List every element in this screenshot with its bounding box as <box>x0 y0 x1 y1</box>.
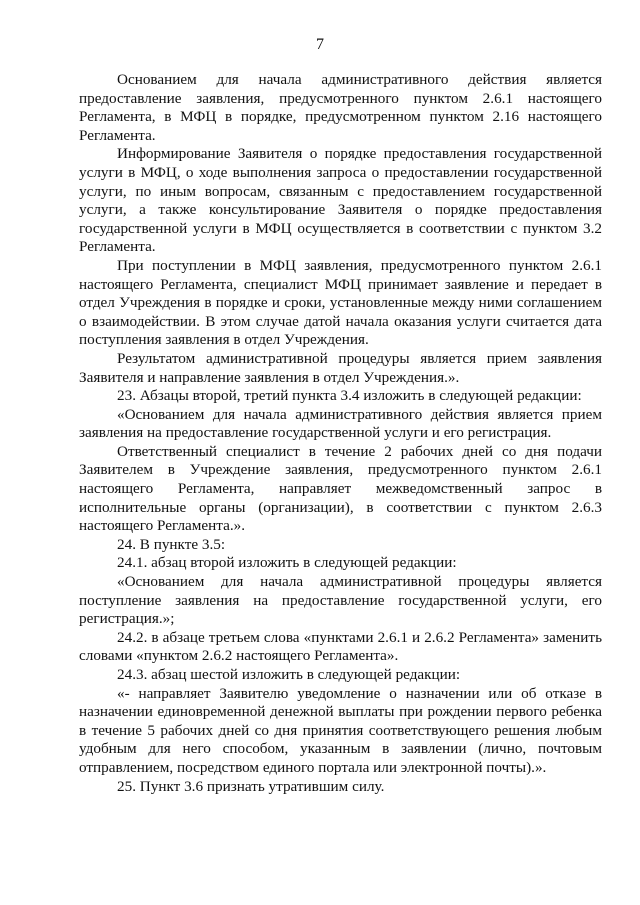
paragraph: Результатом административной процедуры является прием заявления Заявителя и направление заявления в отдел Учреждения.». <box>79 349 602 386</box>
document-body <box>79 71 602 796</box>
paragraph: 24. В пункте 3.5: <box>117 535 226 553</box>
paragraph: 24.3. абзац шестой изложить в следующей редакции: <box>117 666 461 683</box>
paragraph: 25. Пункт 3.6 признать утратившим силу. <box>117 777 385 795</box>
paragraph: Информирование Заявителя о порядке предоставления государственной услуги в МФЦ, о ходе выполнения запроса о предоставлении государственной услуги, по иным вопросам, связанным с предоставлением государственной услуги, а также консультирование Заявителя о порядке предоставления государственной услуги в МФЦ осуществляется в соответствии с пунктом 3.2 Регламента. <box>79 145 602 256</box>
paragraph: Основанием для начала административного действия является предоставление заявления, предусмотренного пунктом 2.6.1 настоящего Регламента, в МФЦ в порядке, предусмотренном пунктом 2.16 настоящего Регламента. <box>79 71 602 144</box>
paragraph: 24.1. абзац второй изложить в следующей редакции: <box>117 554 457 572</box>
page-number: 7 <box>316 36 324 53</box>
paragraph: 23. Абзацы второй, третий пункта 3.4 изложить в следующей редакции: <box>117 387 582 405</box>
paragraph: «Основанием для начала административного действия является прием заявления на предоставление государственной услуги и его регистрация. <box>79 405 602 442</box>
paragraph: «Основанием для начала административной процедуры является поступление заявления на предоставление государственной услуги, его регистрация.»; <box>79 573 602 628</box>
paragraph: «- направляет Заявителю уведомление о назначении или об отказе в назначении единовременной денежной выплаты при рождении первого ребенка в течение 5 рабочих дней со дня принятия соответствующего решения любым удобным для него способом, указанным в заявлении (лично, почтовым отправлением, посредством единого портала или электронной почты).». <box>79 684 602 776</box>
paragraph: При поступлении в МФЦ заявления, предусмотренного пунктом 2.6.1 настоящего Регламента, специалист МФЦ принимает заявление и передает в отдел Учреждения в порядке и сроки, установленные между ними соглашением о взаимодействии. В этом случае датой начала оказания услуги считается дата поступления заявления в отдел Учреждения. <box>79 256 602 349</box>
paragraph: 24.2. в абзаце третьем слова «пунктами 2.6.1 и 2.6.2 Регламента» заменить словами «пунктом 2.6.2 настоящего Регламента». <box>79 628 602 665</box>
paragraph: Ответственный специалист в течение 2 рабочих дней со дня подачи Заявителем в Учреждение заявления, предусмотренного пунктом 2.6.1 настоящего Регламента, направляет межведомственный запрос в исполнительные органы (организации), в соответствии с пунктом 2.6.3 настоящего Регламента.». <box>79 442 602 535</box>
